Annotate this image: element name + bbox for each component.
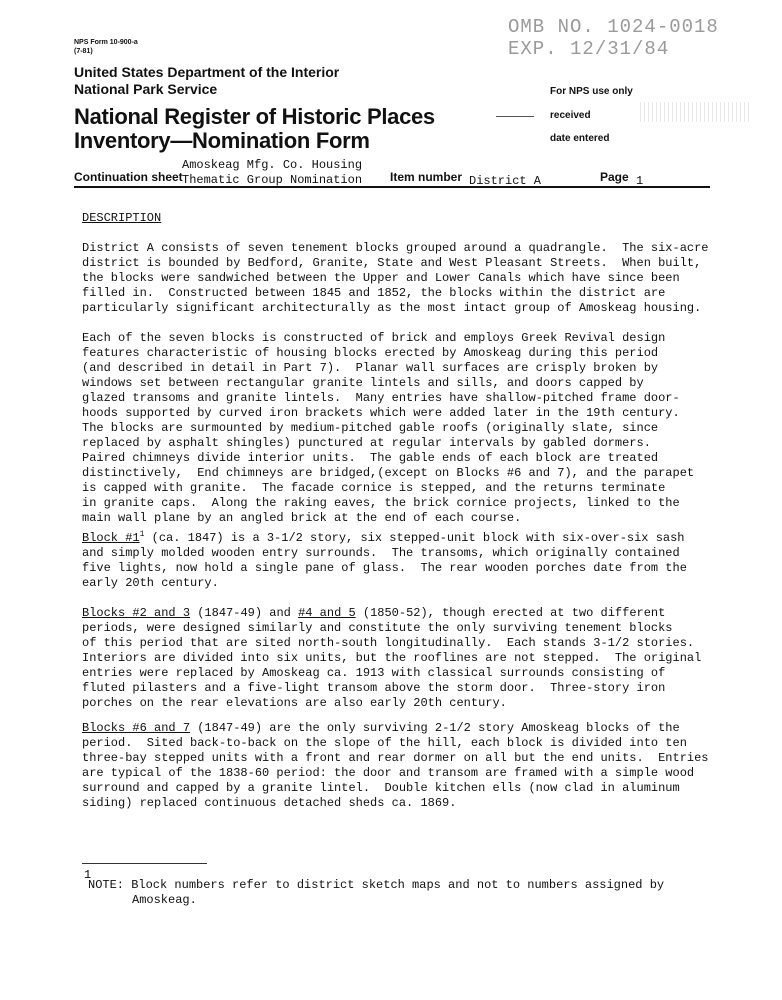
continuation-sheet-label: Continuation sheet [74, 170, 183, 184]
title-rule [496, 116, 534, 117]
paragraph-design-features: Each of the seven blocks is constructed of brick and employs Greek Revival design features characteristic of housing blocks erected by Amoskeag during this period (and described in detail in Part 7). Planar wall surfaces are crisply broken by windows set between rectangular granite lintels and sills, and doors capped by glazed transoms and granite lintels. Many entries have shallow-pitched frame door- hoods supported by curved iron brackets which were added later in the 19th century. The blocks are surmounted by medium-pitched gable roofs (originally slate, since replaced by asphalt shingles) punctured at regular intervals by gabled dormers. Paired chimneys divide interior units. The gable ends of each block are treated distinctively, End chimneys are bridged,(except on Blocks #6 and 7), and the parapet is capped with granite. The facade cornice is stepped, and the returns terminate in granite caps. Along the raking eaves, the brick cornice projects, linked to the main wall plane by an angled brick at the end of each course. [82, 331, 695, 525]
footnote-rule [82, 863, 207, 864]
footnote-ref: 1 [139, 530, 145, 539]
section-heading: DESCRIPTION [82, 211, 162, 225]
footnote-mark: 1 [84, 868, 92, 882]
form-number [74, 38, 138, 56]
blocks-4-5-label: #4 and 5 [298, 606, 356, 620]
department-name: United States Department of the Interior [74, 64, 340, 80]
paragraph-blocks-6-7 [82, 721, 722, 811]
header-rule [74, 186, 710, 188]
omb-expiration: EXP. 12/31/84 [508, 38, 670, 60]
nps-use-label: For NPS use only [550, 86, 633, 97]
blocks-6-7-label: Blocks #6 and 7 [82, 721, 191, 735]
agency-name: National Park Service [74, 81, 218, 97]
page-number: 1 [636, 174, 644, 188]
paragraph-blocks-2-5 [82, 606, 722, 711]
form-title-line1: National Register of Historic Places [74, 104, 435, 129]
omb-stamp [508, 16, 719, 60]
footnote-line2: Amoskeag. [132, 893, 197, 907]
page-label: Page [600, 170, 629, 184]
date-entered-label: date entered [550, 133, 610, 144]
block-1-text: (ca. 1847) is a 3-1/2 story, six stepped-unit block with six-over-six sash and simply molded wooden entry surrounds. The transoms, which originally contained five lights, now hold a single pane of glass. The rear wooden porches date from the early 20th century. [82, 531, 687, 590]
blocks-2-5-text: (1850-52), though erected at two different periods, were designed similarly and constitute the only surviving tenement blocks of this period that are sited north-south longitudinally. Each stands 3-1/2 stories. Interiors are divided into six units, but the rooflines are not stepped. The original entries were replaced by Amoskeag ca. 1913 with classical surrounds consisting of fluted pilasters and a five-light transom above the storm door. Three-story iron porches on the rear elevations are also early 20th century. [82, 606, 702, 710]
paragraph-overview: District A consists of seven tenement blocks grouped around a quadrangle. The six-acre district is bounded by Bedford, Granite, State and West Pleasant Streets. When built, the blocks were sandwiched between the Upper and Lower Canals which have since been filled in. Constructed between 1845 and 1852, the blocks within the district are particularly significant architecturally as the most intact group of Amoskeag housing. [82, 241, 709, 315]
block-1-label: Block #1 [82, 531, 140, 545]
property-name-line1: Amoskeag Mfg. Co. Housing [182, 158, 363, 172]
scan-speckle [640, 102, 750, 122]
item-number-label: Item number [390, 170, 463, 184]
paragraph-block-1 [82, 531, 722, 591]
blocks-2-5-connector: (1847-49) and [190, 606, 299, 620]
form-number-line2: (7-81) [74, 48, 93, 55]
property-name-line2: Thematic Group Nomination [182, 173, 363, 187]
form-title-line2: Inventory—Nomination Form [74, 128, 370, 153]
footnote-line1: NOTE: Block numbers refer to district sketch maps and not to numbers assigned by [88, 878, 665, 892]
omb-number: OMB NO. 1024-0018 [508, 16, 719, 38]
blocks-6-7-text: (1847-49) are the only surviving 2-1/2 story Amoskeag blocks of the period. Sited back-to-back on the slope of the hill, each block is divided into ten three-bay stepped units with a front and rear dormer on all but the end units. Entries are typical of the 1838-60 period: the door and transom are framed with a simple wood surround and capped by a granite lintel. Double kitchen ells (now clad in aluminum siding) replaced continuous detached sheds ca. 1869. [82, 721, 709, 810]
received-label: received [550, 110, 591, 121]
form-number-line1: NPS Form 10-900-a [74, 39, 138, 46]
blocks-2-3-label: Blocks #2 and 3 [82, 606, 191, 620]
item-number-value: District A [469, 174, 542, 188]
